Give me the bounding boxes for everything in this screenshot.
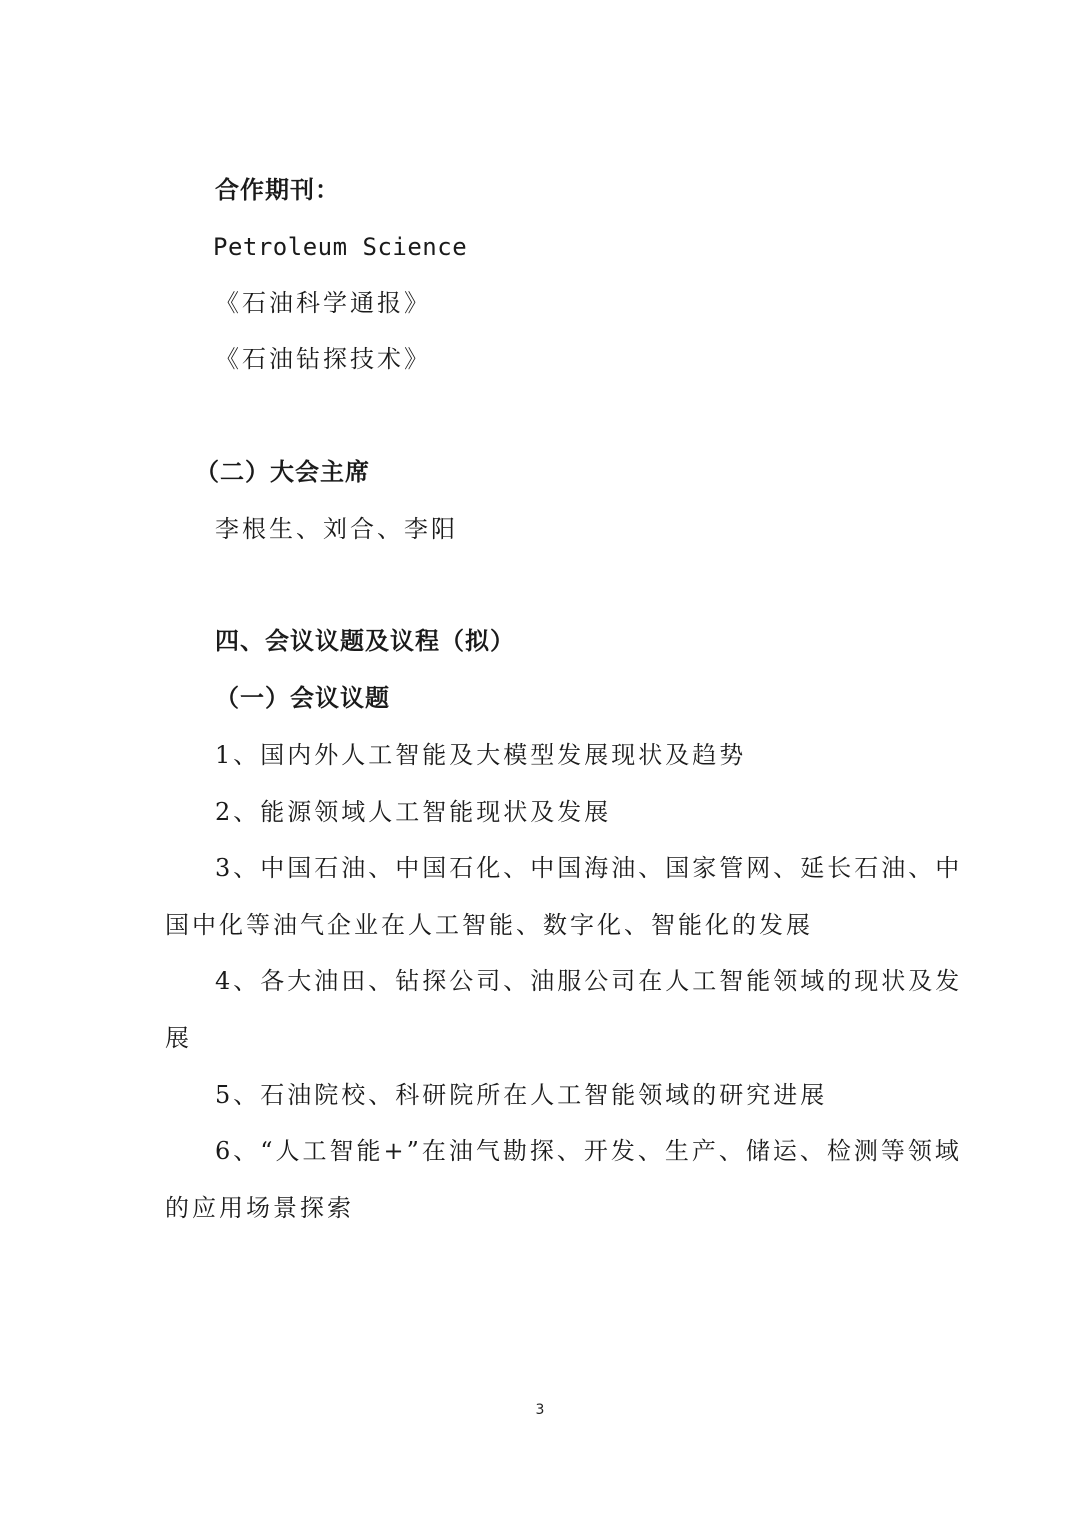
journal-item-shiyou-zuantan-jishu: 《石油钻探技术》 <box>215 345 431 373</box>
chairs-names: 李根生、刘合、李阳 <box>215 515 458 543</box>
chairs-heading: （二）大会主席 <box>195 458 370 486</box>
topic-5: 5、石油院校、科研院所在人工智能领域的研究进展 <box>215 1081 828 1109</box>
topic-4-line-2: 展 <box>165 1024 192 1052</box>
topic-2: 2、能源领域人工智能现状及发展 <box>215 798 612 826</box>
topics-subheading: （一）会议议题 <box>215 684 390 712</box>
journal-item-shiyou-kexue-tongbao: 《石油科学通报》 <box>215 289 431 317</box>
topic-3-line-2: 国中化等油气企业在人工智能、数字化、智能化的发展 <box>165 911 813 939</box>
topic-6-line-2: 的应用场景探索 <box>165 1194 354 1222</box>
section-four-heading: 四、会议议题及议程（拟） <box>215 627 515 655</box>
journals-heading: 合作期刊： <box>215 176 340 204</box>
topic-4-line-1: 4、各大油田、钻探公司、油服公司在人工智能领域的现状及发 <box>215 967 963 995</box>
page-number: 3 <box>535 1402 545 1418</box>
topic-3-line-1: 3、中国石油、中国石化、中国海油、国家管网、延长石油、中 <box>215 854 963 882</box>
topic-6-line-1: 6、“人工智能+”在油气勘探、开发、生产、储运、检测等领域 <box>215 1137 962 1165</box>
journal-item-petroleum-science: Petroleum Science <box>213 233 468 261</box>
topic-1: 1、国内外人工智能及大模型发展现状及趋势 <box>215 741 747 769</box>
